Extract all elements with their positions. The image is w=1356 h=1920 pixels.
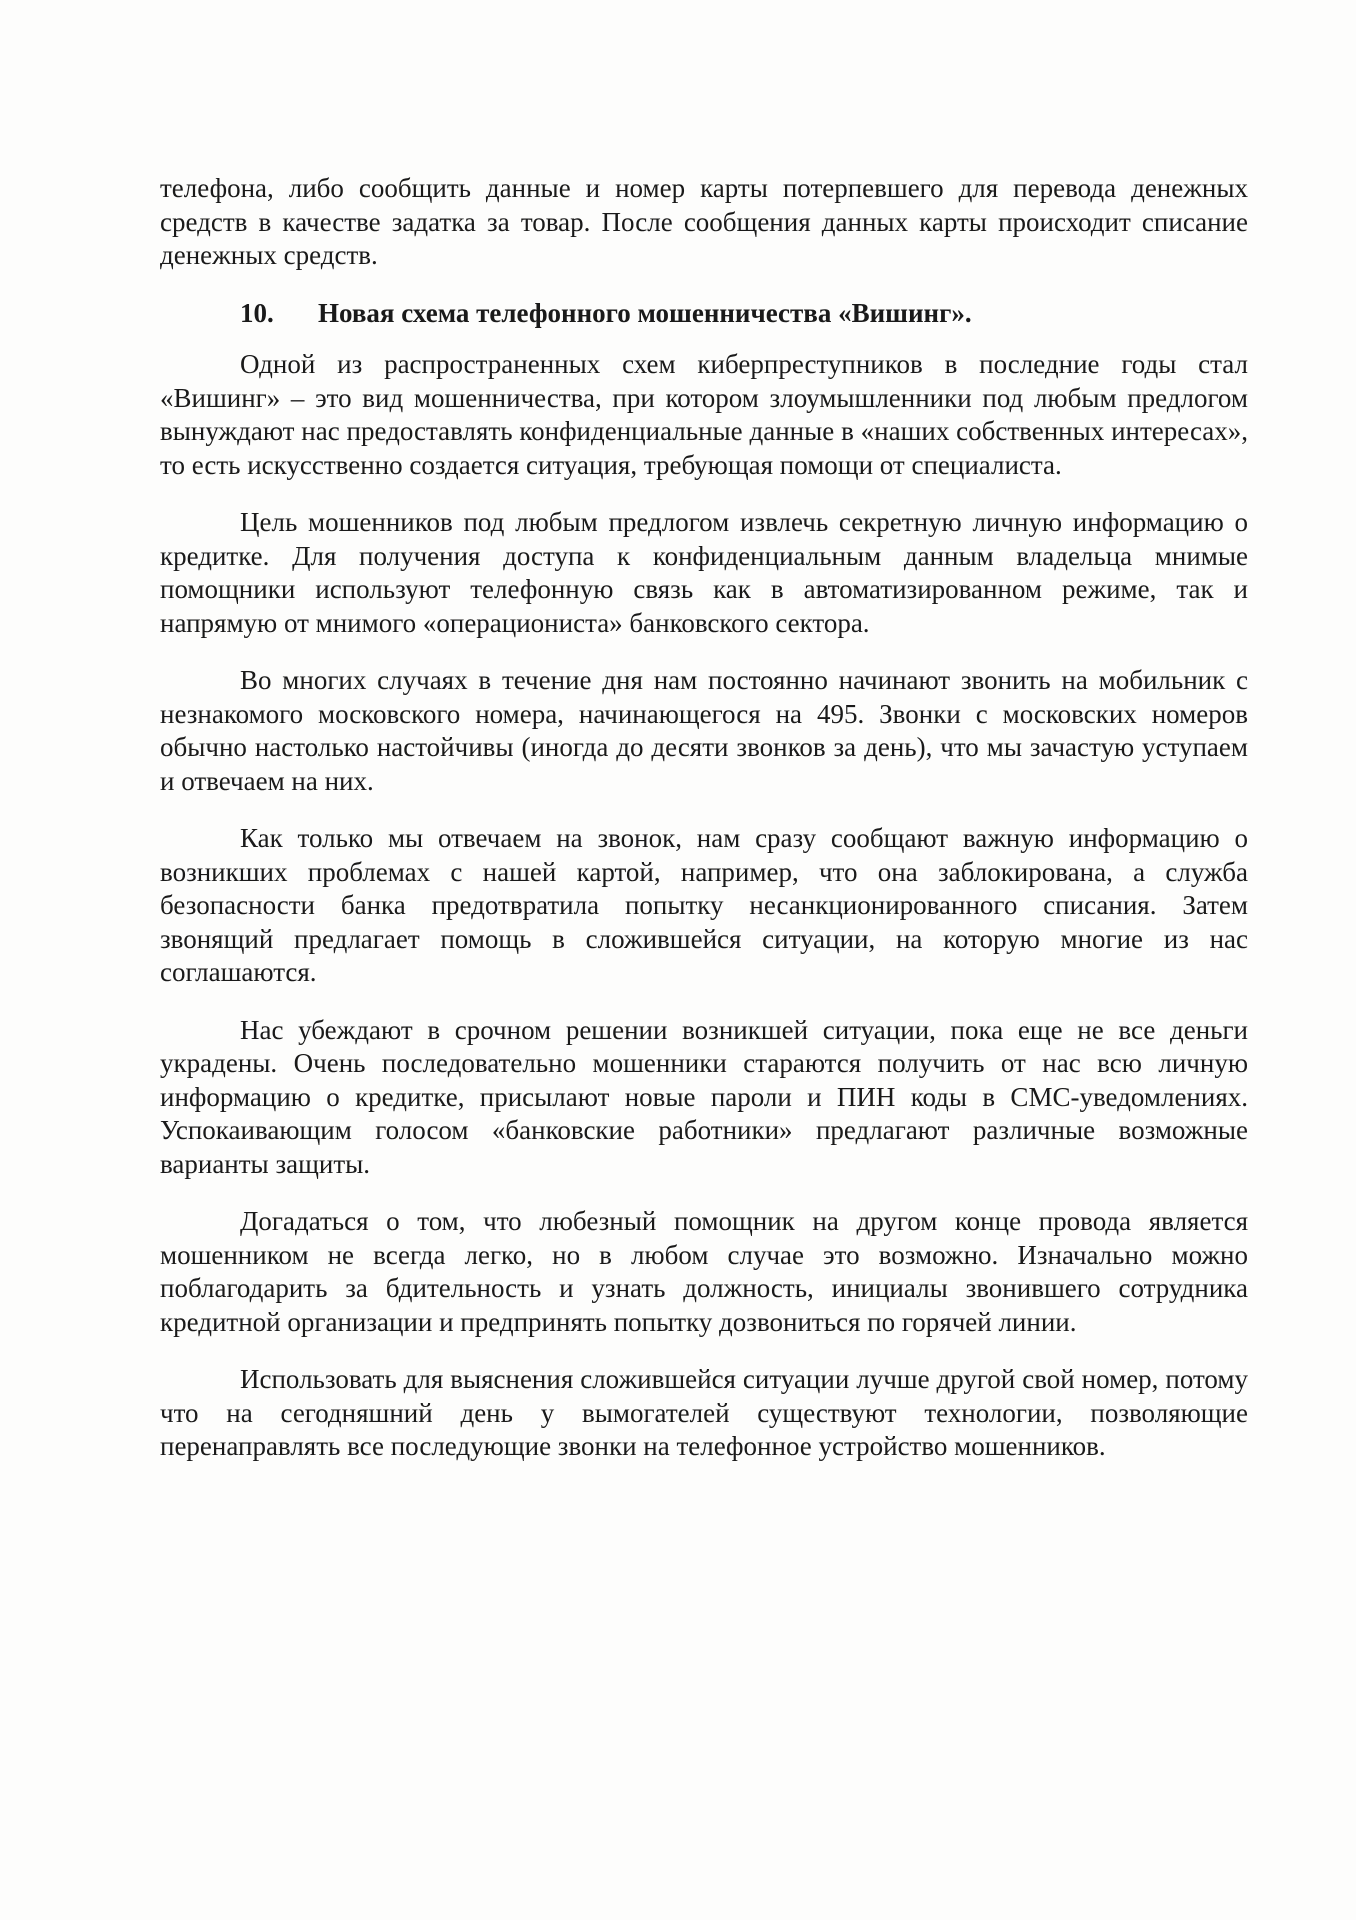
paragraph-urgent-solution: Нас убеждают в срочном решении возникшей ситуации, пока еще не все деньги украдены. Очень последовательно мошенники стараются получить от нас всю личную информацию о кредитке, присылают новые пароли и ПИН коды в СМС-уведомлениях. Успокаивающим голосом «банковские работники» предлагают различные возможные варианты защиты. (160, 1014, 1248, 1179)
section-heading (160, 297, 1248, 331)
section-title: Новая схема телефонного мошенничества «Вишинг». (318, 297, 972, 328)
paragraph-fraud-goal: Цель мошенников под любым предлогом извлечь секретную личную информацию о кредитке. Для получения доступа к конфиденциальным данным владельца мнимые помощники используют телефонную связь как в автоматизированном режиме, так и напрямую от мнимого «операциониста» банковского сектора. (160, 507, 1248, 638)
document-body (160, 172, 1248, 1488)
paragraph-moscow-calls: Во многих случаях в течение дня нам постоянно начинают звонить на мобильник с незнакомого московского номера, начинающегося на 495. Звонки с московских номеров обычно настолько настойчивы (иногда до десяти звонков за день), что мы зачастую уступаем и отвечаем на них. (160, 665, 1248, 796)
paragraph-vishing-definition: Одной из распространенных схем киберпреступников в последние годы стал «Вишинг» – это вид мошенничества, при котором злоумышленники под любым предлогом вынуждают нас предоставлять конфиденциальные данные в «наших собственных интересах», то есть искусственно создается ситуация, требующая помощи от специалиста. (160, 349, 1248, 480)
paragraph-card-problem: Как только мы отвечаем на звонок, нам сразу сообщают важную информацию о возникших проблемах с нашей картой, например, что она заблокирована, а служба безопасности банка предотвратила попытку несанкционированного списания. Затем звонящий предлагает помощь в сложившейся ситуации, на которую многие из нас соглашаются. (160, 823, 1248, 987)
paragraph-recognize-fraud: Догадаться о том, что любезный помощник на другом конце провода является мошенником не всегда легко, но в любом случае это возможно. Изначально можно поблагодарить за бдительность и узнать должность, инициалы звонившего сотрудника кредитной организации и предпринять попытку дозвониться по горячей линии. (160, 1206, 1248, 1337)
section-number: 10. (240, 297, 274, 328)
intro-paragraph: телефона, либо сообщить данные и номер карты потерпевшего для перевода денежных средств в качестве задатка за товар. После сообщения данных карты происходит списание денежных средств. (160, 173, 1248, 270)
paragraph-use-other-number: Использовать для выяснения сложившейся ситуации лучше другой свой номер, потому что на сегодняшний день у вымогателей существуют технологии, позволяющие перенаправлять все последующие звонки на телефонное устройство мошенников. (160, 1364, 1248, 1461)
